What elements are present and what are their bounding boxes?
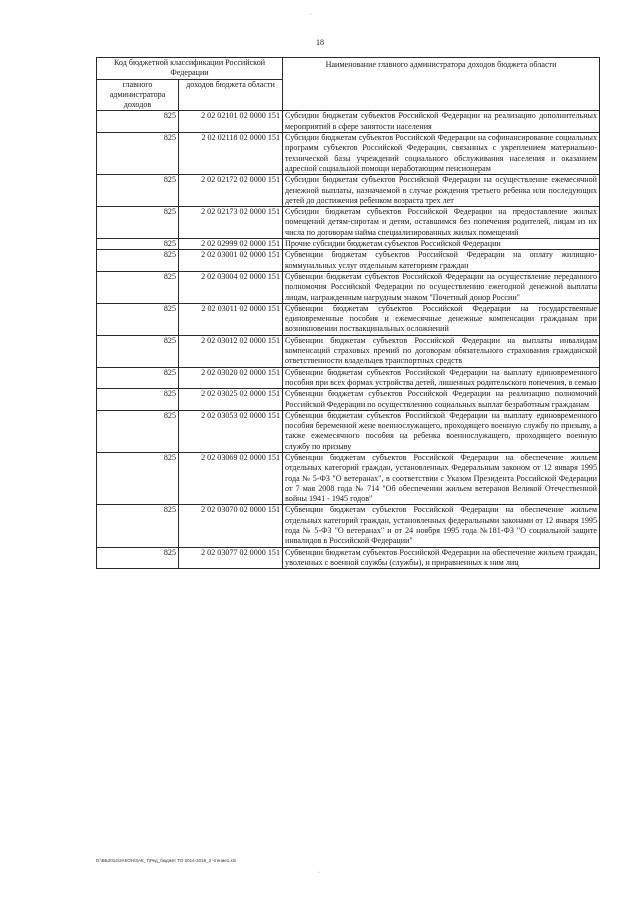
scan-speck: · — [310, 12, 312, 18]
description-cell: Субсидии бюджетам субъектов Российской Федерации на предоставление жилых помещений детям-сиротам и детям, оставшимся без попечения родителей, лицам из их числа по договорам найма специализированных жилых помещений — [283, 207, 600, 239]
table-row — [97, 175, 600, 207]
admin-code-cell: 825 — [97, 410, 179, 452]
table-row — [97, 111, 600, 133]
description-cell: Субвенции бюджетам субъектов Российской Федерации на реализацию полномочий Российской Федерации по осуществлению социальных выплат безработным гражданам — [283, 389, 600, 411]
income-code-cell: 2 02 03004 02 0000 151 — [179, 271, 283, 303]
table-row — [97, 367, 600, 389]
admin-code-cell: 825 — [97, 207, 179, 239]
description-cell: Субвенции бюджетам субъектов Российской Федерации на осуществление переданного полномочия Российской Федерации по осуществлению ежегодной денежной выплаты лицам, награжденным нагрудным знаком "Почетный донор России" — [283, 271, 600, 303]
admin-code-cell: 825 — [97, 505, 179, 547]
description-cell: Субсидии бюджетам субъектов Российской Федерации на софинансирование социальных программ субъектов Российской Федерации, связанных с укреплением материально-технической базы учреждений социального обслуживания населения и оказанием адресной социальной помощи неработающим пенсионерам — [283, 133, 600, 175]
admin-code-cell: 825 — [97, 133, 179, 175]
table-row — [97, 335, 600, 367]
admin-code-cell: 825 — [97, 239, 179, 250]
income-code-header: доходов бюджета области — [179, 79, 283, 111]
admin-code-header: главного администратора доходов — [97, 79, 179, 111]
table-row — [97, 207, 600, 239]
income-code-cell: 2 02 03011 02 0000 151 — [179, 303, 283, 335]
description-cell: Субвенции бюджетам субъектов Российской Федерации на выплату единовременного пособия при всех формах устройства детей, лишенных родительского попечения, в семью — [283, 367, 600, 389]
income-code-cell: 2 02 02172 02 0000 151 — [179, 175, 283, 207]
table-row — [97, 271, 600, 303]
admin-code-cell: 825 — [97, 367, 179, 389]
description-cell: Субвенции бюджетам субъектов Российской Федерации на оплату жилищно-коммунальных услуг отдельным категориям граждан — [283, 250, 600, 272]
description-cell: Субвенции бюджетам субъектов Российской Федерации на выплату единовременного пособия беременной жене военнослужащего, проходящего военную службу по призыву, а также ежемесячного пособия на ребенка военнослужащего, проходящего военную службу по призыву — [283, 410, 600, 452]
description-cell: Субвенции бюджетам субъектов Российской Федерации на обеспечение жильем отдельных категорий граждан, установленных федеральными законами от 12 января 1995 года № 5-ФЗ "О ветеранах" и от 24 ноября 1995 года №181-ФЗ "О социальной защите инвалидов в Российской Федерации" — [283, 505, 600, 547]
income-code-cell: 2 02 03012 02 0000 151 — [179, 335, 283, 367]
income-code-cell: 2 02 03053 02 0000 151 — [179, 410, 283, 452]
table-row — [97, 133, 600, 175]
admin-code-cell: 825 — [97, 547, 179, 569]
description-cell: Субсидии бюджетам субъектов Российской Федерации на реализацию дополнительных мероприятий в сфере занятости населения — [283, 111, 600, 133]
admin-code-cell: 825 — [97, 111, 179, 133]
admin-code-cell: 825 — [97, 271, 179, 303]
description-cell: Субвенции бюджетам субъектов Российской Федерации на выплаты инвалидам компенсаций страховых премий по договорам обязательного страхования гражданской ответственности владельцев транспортных средств — [283, 335, 600, 367]
admin-name-header: Наименование главного администратора доходов бюджета области — [283, 58, 600, 111]
table-row — [97, 250, 600, 272]
table-row — [97, 303, 600, 335]
description-cell: Субсидии бюджетам субъектов Российской Федерации на осуществление ежемесячной денежной выплаты, назначаемой в случае рождения третьего ребенка или последующих детей до достижения ребенком возраста трех лет — [283, 175, 600, 207]
table-row — [97, 389, 600, 411]
page-number: 18 — [316, 38, 324, 47]
income-code-cell: 2 02 02118 02 0000 151 — [179, 133, 283, 175]
admin-code-cell: 825 — [97, 175, 179, 207]
table-row — [97, 505, 600, 547]
income-code-cell: 2 02 03020 02 0000 151 — [179, 367, 283, 389]
income-code-cell: 2 02 03025 02 0000 151 — [179, 389, 283, 411]
description-cell: Субвенции бюджетам субъектов Российской Федерации на обеспечение жильем граждан, уволенных с военной службы (службы), и приравненных к ним лиц — [283, 547, 600, 569]
admin-code-cell: 825 — [97, 250, 179, 272]
description-cell: Субвенции бюджетам субъектов Российской Федерации на обеспечение жильем отдельных категорий граждан, установленных Федеральным законом от 12 января 1995 года № 5-ФЗ "О ветеранах", в соответствии с Указом Президента Российской Федерации от 7 мая 2008 года № 714 "Об обеспечении жильем ветеранов Великой Отечественной войны 1941 - 1945 годов" — [283, 452, 600, 504]
code-group-header: Код бюджетной классификации Российской Федерации — [97, 58, 283, 80]
income-code-cell: 2 02 02999 02 0000 151 — [179, 239, 283, 250]
income-code-cell: 2 02 03069 02 0000 151 — [179, 452, 283, 504]
income-code-cell: 2 02 03077 02 0000 151 — [179, 547, 283, 569]
table-row — [97, 410, 600, 452]
description-cell: Прочие субсидии бюджетам субъектов Российской Федерации — [283, 239, 600, 250]
income-code-cell: 2 02 02173 02 0000 151 — [179, 207, 283, 239]
scan-speck: · — [318, 870, 320, 876]
income-code-cell: 2 02 03070 02 0000 151 — [179, 505, 283, 547]
admin-code-cell: 825 — [97, 335, 179, 367]
table-row — [97, 239, 600, 250]
table-row — [97, 547, 600, 569]
description-cell: Субвенции бюджетам субъектов Российской Федерации на государственные единовременные пособия и ежемесячные денежные компенсации гражданам при возникновении поствакцинальных осложнений — [283, 303, 600, 335]
admin-code-cell: 825 — [97, 452, 179, 504]
file-path-footer: D:\ВБ2014\ЗАКОН\ЗАК_7\Ред_бюджет ТО 2014-2016_2 чтение1.xls — [96, 858, 237, 863]
admin-code-cell: 825 — [97, 389, 179, 411]
income-code-cell: 2 02 02101 02 0000 151 — [179, 111, 283, 133]
budget-classification-table — [96, 57, 600, 569]
table-row — [97, 452, 600, 504]
admin-code-cell: 825 — [97, 303, 179, 335]
income-code-cell: 2 02 03001 02 0000 151 — [179, 250, 283, 272]
